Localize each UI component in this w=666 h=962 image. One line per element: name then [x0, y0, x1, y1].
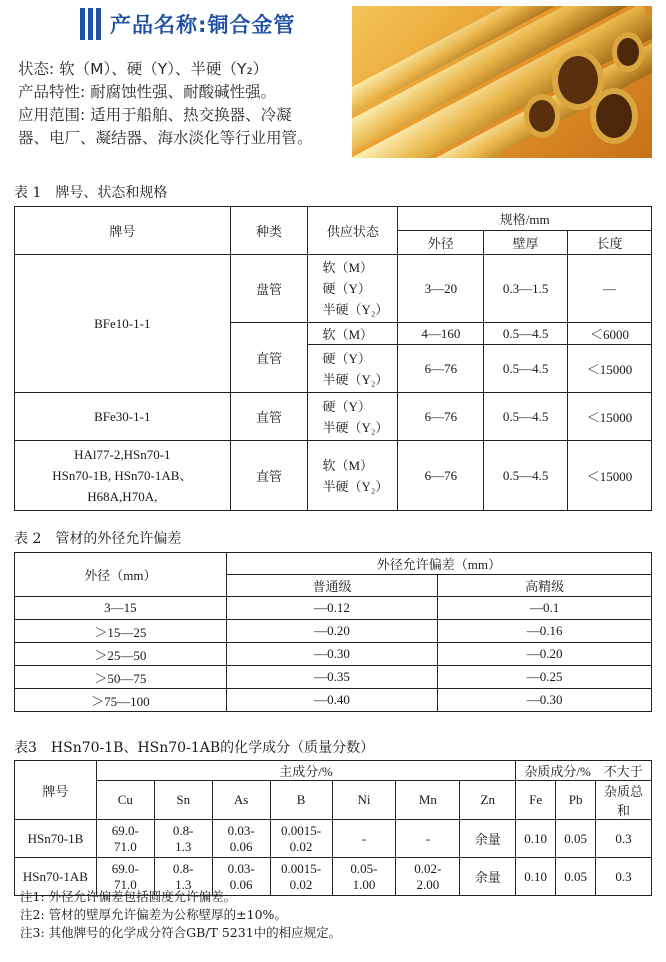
t1-bfe10-straight-states-b: [308, 345, 398, 393]
t1-brass-type: 直管: [230, 441, 308, 511]
state-hard: 硬（Y）: [322, 350, 371, 366]
t1-bfe10-coil-type: 盘管: [230, 255, 308, 323]
state-hard: 硬（Y）: [322, 398, 371, 414]
range-high: 1.00: [352, 876, 376, 892]
t1-brass-od: 6—76: [398, 441, 484, 511]
table-row-high: —0.1: [438, 597, 652, 620]
t3-r2-total: 0.3: [596, 858, 652, 896]
footnotes: [20, 888, 341, 942]
page-title: 产品名称:铜合金管: [110, 13, 296, 37]
note-3: 注3: 其他牌号的化学成分符合GB/T 5231中的相应规定。: [20, 925, 342, 940]
table-row-od: ＞15—25: [15, 620, 227, 643]
t1-bfe10-coil-od: 3—20: [398, 255, 484, 323]
t3-r2-grade: HSn70-1AB: [15, 858, 97, 896]
table-row-high: —0.30: [438, 689, 652, 712]
t3-r1-mn: -: [396, 820, 460, 858]
tubes-illustration-icon: [352, 6, 652, 158]
range-low: 0.03-: [227, 860, 255, 876]
t1-brass-grades: [15, 441, 231, 511]
table-row-normal: —0.12: [226, 597, 438, 620]
state-soft: 软（M）: [322, 260, 374, 275]
t3-r2-zn: 余量: [460, 858, 516, 896]
t3-r1-pb: 0.05: [556, 820, 596, 858]
t1-bfe10-straight-length-b: ＜15000: [568, 345, 652, 393]
t1-bfe10-coil-wall: 0.3—1.5: [484, 255, 568, 323]
range-low: 0.0015-: [281, 822, 322, 838]
table-row-normal: —0.35: [226, 666, 438, 689]
t1-bfe10-grade: BFe10-1-1: [15, 255, 231, 393]
t3-r2-mn: [396, 858, 460, 896]
t1-header-state: 供应状态: [308, 207, 398, 255]
copper-tubes-photo: [352, 6, 652, 158]
table-row-od: ＞75—100: [15, 689, 227, 712]
table1-grades-states-specs: [14, 206, 652, 511]
range-high: 71.0: [113, 876, 137, 892]
t1-header-od: 外径: [398, 231, 484, 255]
t1-bfe10-straight-length-a: ＜6000: [568, 323, 652, 345]
t2-header-od: 外径（mm）: [15, 553, 227, 597]
t1-bfe10-coil-length: —: [568, 255, 652, 323]
table2-caption: 表 2 管材的外径允许偏差: [14, 531, 182, 547]
t1-bfe30-states: [308, 393, 398, 441]
t1-brass-length: ＜15000: [568, 441, 652, 511]
table-row-normal: —0.40: [226, 689, 438, 712]
t1-bfe10-straight-od-b: 6—76: [398, 345, 484, 393]
t3-col-mn: Mn: [396, 781, 460, 820]
grade-line: HSn70-1B, HSn70-1AB、: [52, 468, 193, 483]
t1-bfe30-grade: BFe30-1-1: [15, 393, 231, 441]
state-hard: 硬（Y）: [322, 281, 371, 296]
t1-header-wall: 壁厚: [484, 231, 568, 255]
intro-state: 状态: 软（M）、硬（Y）、半硬（Y₂）: [18, 60, 269, 78]
t1-header-length: 长度: [568, 231, 652, 255]
t1-bfe30-length: ＜15000: [568, 393, 652, 441]
t1-header-grade: 牌号: [15, 207, 231, 255]
range-low: 0.02-: [414, 860, 442, 876]
table-row-od: ＞50—75: [15, 666, 227, 689]
t1-bfe10-straight-wall-a: 0.5—4.5: [484, 323, 568, 345]
t3-col-cu: Cu: [96, 781, 154, 820]
range-high: 1.3: [175, 838, 192, 854]
range-low: 0.0015-: [281, 860, 322, 876]
range-high: 2.00: [416, 876, 440, 892]
range-low: 0.8-: [172, 822, 194, 838]
range-low: 0.05-: [350, 860, 378, 876]
grade-line: H68A,H70A,: [87, 489, 158, 504]
table-row-high: —0.25: [438, 666, 652, 689]
t3-col-b: B: [270, 781, 332, 820]
t1-header-spec: 规格/mm: [398, 207, 652, 231]
state-half-hard: 半硬（Y₂）: [322, 478, 389, 494]
t3-r1-zn: 余量: [460, 820, 516, 858]
range-low: 0.8-: [172, 860, 194, 876]
table-row-high: —0.20: [438, 643, 652, 666]
intro-applications: 应用范围: 适用于船舶、热交换器、冷凝: [18, 106, 292, 124]
t3-r2-pb: 0.05: [556, 858, 596, 896]
range-low: 69.0-: [111, 822, 139, 838]
product-intro: [18, 58, 338, 150]
t3-col-total: 杂质总和: [596, 781, 652, 820]
t3-r2-fe: 0.10: [516, 858, 556, 896]
t3-col-sn: Sn: [154, 781, 212, 820]
t2-header-high: 高精级: [438, 575, 652, 597]
t1-bfe30-wall: 0.5—4.5: [484, 393, 568, 441]
range-high: 1.3: [175, 876, 192, 892]
t1-bfe30-type: 直管: [230, 393, 308, 441]
t1-bfe30-od: 6—76: [398, 393, 484, 441]
table1-caption: 表 1 牌号、状态和规格: [14, 185, 168, 201]
range-high: 0.06: [229, 838, 253, 854]
t3-col-as: As: [212, 781, 270, 820]
state-soft: 软（M）: [322, 457, 374, 473]
t1-brass-states: [308, 441, 398, 511]
t1-bfe10-straight-od-a: 4—160: [398, 323, 484, 345]
t1-brass-wall: 0.5—4.5: [484, 441, 568, 511]
t3-r1-ni: -: [332, 820, 396, 858]
t2-header-normal: 普通级: [226, 575, 438, 597]
grade-line: HAl77-2,HSn70-1: [74, 447, 171, 462]
range-high: 0.02: [289, 838, 313, 854]
state-half-hard: 半硬（Y₂）: [322, 371, 389, 387]
t3-header-grade: 牌号: [15, 761, 97, 820]
t1-bfe10-straight-wall-b: 0.5—4.5: [484, 345, 568, 393]
range-low: 69.0-: [111, 860, 139, 876]
intro-features: 产品特性: 耐腐蚀性强、耐酸碱性强。: [18, 83, 277, 101]
t3-col-zn: Zn: [460, 781, 516, 820]
table-row-normal: —0.30: [226, 643, 438, 666]
range-high: 0.06: [229, 876, 253, 892]
note-1: 注1: 外径允许偏差包括圆度允许偏差。: [20, 889, 237, 904]
table-row-normal: —0.20: [226, 620, 438, 643]
t3-r1-grade: HSn70-1B: [15, 820, 97, 858]
note-2: 注2: 管材的壁厚允许偏差为公称壁厚的±10%。: [20, 907, 287, 922]
t3-header-main: 主成分/%: [96, 761, 515, 781]
state-half-hard: 半硬（Y₂）: [322, 302, 389, 317]
t1-bfe10-straight-type: 直管: [230, 323, 308, 393]
t1-bfe10-coil-states: [308, 255, 398, 323]
t3-header-impurity: 杂质成分/% 不大于: [516, 761, 652, 781]
table3-chemical-composition: [14, 760, 652, 896]
t3-r1-total: 0.3: [596, 820, 652, 858]
t3-r1-cu: [96, 820, 154, 858]
t1-bfe10-straight-state-a: 软（M）: [308, 323, 398, 345]
table3-caption: 表3 HSn70-1B、HSn70-1AB的化学成分（质量分数）: [14, 740, 375, 756]
t3-r1-b: [270, 820, 332, 858]
t3-col-fe: Fe: [516, 781, 556, 820]
t3-col-pb: Pb: [556, 781, 596, 820]
intro-applications-cont: 器、电厂、凝结器、海水淡化等行业用管。: [18, 129, 313, 147]
header-bars-icon: [80, 8, 104, 40]
t3-r1-fe: 0.10: [516, 820, 556, 858]
state-half-hard: 半硬（Y₂）: [322, 419, 389, 435]
range-high: 71.0: [113, 838, 137, 854]
range-low: 0.03-: [227, 822, 255, 838]
t3-r1-sn: [154, 820, 212, 858]
table-row-od: ＞25—50: [15, 643, 227, 666]
t3-col-ni: Ni: [332, 781, 396, 820]
table-row-high: —0.16: [438, 620, 652, 643]
t3-r2-ni: [332, 858, 396, 896]
range-high: 0.02: [289, 876, 313, 892]
t3-r1-as: [212, 820, 270, 858]
table-row-od: 3—15: [15, 597, 227, 620]
table2-od-tolerance: [14, 552, 652, 712]
t2-header-deviation: 外径允许偏差（mm）: [226, 553, 651, 575]
t1-header-type: 种类: [230, 207, 308, 255]
